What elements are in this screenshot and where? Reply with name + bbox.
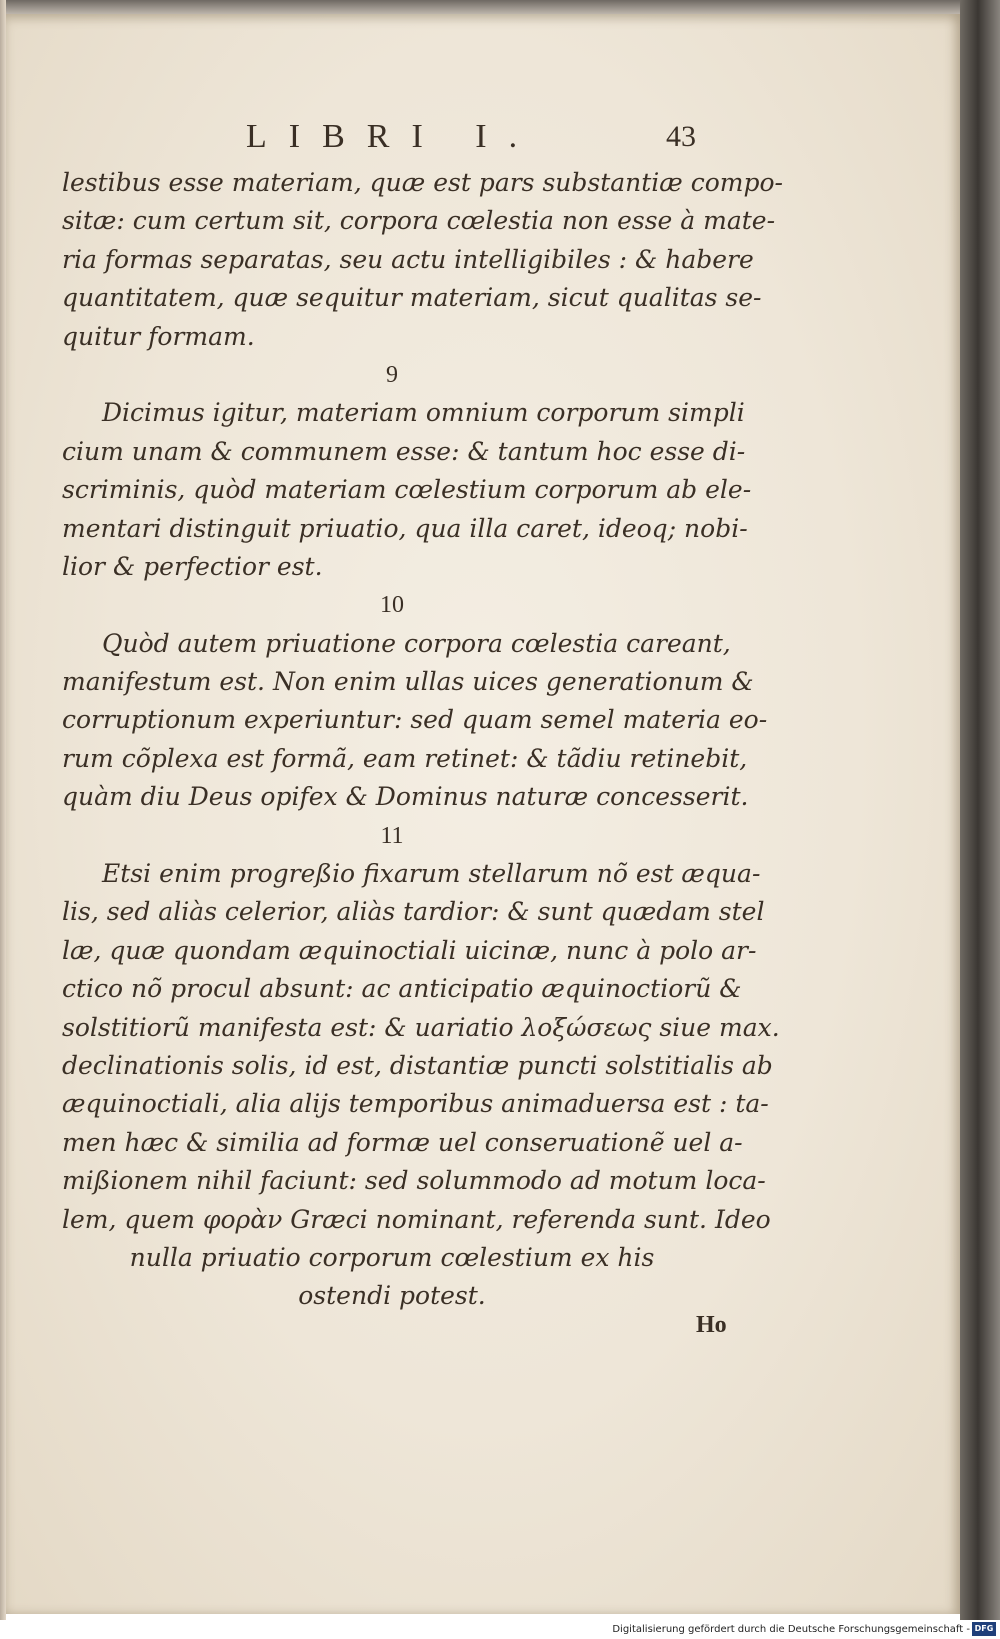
text-line: manifestum est. Non enim ullas uices generationum & (62, 667, 754, 697)
text-line: lis, sed aliàs celerior, aliàs tardior: & sunt quædam stel (62, 897, 765, 927)
section-number: 11 (380, 822, 404, 849)
text-line: Etsi enim progreßio fixarum stellarum nõ est æqua- (102, 859, 761, 889)
text-line: lior & perfectior est. (62, 551, 323, 581)
running-head (246, 118, 766, 166)
running-head-title: LIBRI I. (246, 118, 540, 155)
page-number: 43 (666, 120, 696, 153)
text-line: ostendi potest. (298, 1281, 486, 1311)
text-line: men hæc & similia ad formæ uel conseruationẽ uel a- (62, 1127, 743, 1157)
text-line: quitur formam. (62, 321, 255, 351)
dfg-logo: DFG (972, 1622, 996, 1636)
text-line: corruptionum experiuntur: sed quam semel materia eo- (62, 705, 768, 735)
text-line: mentari distinguit priuatio, qua illa caret, ideoq; nobi- (62, 513, 748, 543)
text-line: declinationis solis, id est, distantiæ puncti solstitialis ab (62, 1050, 773, 1080)
text-line: sitæ: cum certum sit, corpora cœlestia non esse à mate- (62, 206, 776, 236)
text-line: Quòd autem priuatione corpora cœlestia careant, (102, 628, 731, 658)
text-line: ria formas separatas, seu actu intelligibiles : & habere (62, 244, 754, 274)
text-line: nulla priuatio corporum cœlestium ex his (129, 1242, 655, 1272)
catchword: Ho (696, 1312, 727, 1338)
text-line: quàm diu Deus opifex & Dominus naturæ concesserit. (62, 782, 749, 812)
text-line: quantitatem, quæ sequitur materiam, sicut qualitas se- (62, 283, 762, 313)
book-spine-shadow (960, 0, 1000, 1620)
text-line: æquinoctiali, alia alijs temporibus animaduersa est : ta- (62, 1089, 769, 1119)
text-line: læ, quæ quondam æquinoctiali uicinæ, nunc à polo ar- (62, 935, 757, 965)
text-line: mißionem nihil faciunt: sed solummodo ad motum loca- (62, 1166, 766, 1196)
text-line: cium unam & communem esse: & tantum hoc esse di- (62, 436, 746, 466)
text-line: ctico nõ procul absunt: ac anticipatio æquinoctiorũ & (62, 974, 742, 1004)
text-line: solstitiorũ manifesta est: & uariatio λοξώσεως siue max. (62, 1012, 780, 1042)
section-number: 10 (380, 592, 404, 619)
book-page (6, 14, 960, 1614)
body-text (62, 164, 784, 1316)
text-line: scriminis, quòd materiam cœlestium corporum ab ele- (62, 475, 752, 505)
text-line: lestibus esse materiam, quæ est pars substantiæ compo- (62, 168, 784, 197)
text-line: rum cõplexa est formã, eam retinet: & tãdiu retinebit, (62, 743, 748, 773)
text-line: lem, quem φορὰν Græci nominant, referenda sunt. Ideo (62, 1204, 771, 1234)
text-line: Dicimus igitur, materiam omnium corporum simpli (102, 398, 745, 428)
digitization-credit: Digitalisierung gefördert durch die Deutsche Forschungsgemeinschaft - (612, 1624, 970, 1635)
section-number: 9 (386, 361, 398, 388)
